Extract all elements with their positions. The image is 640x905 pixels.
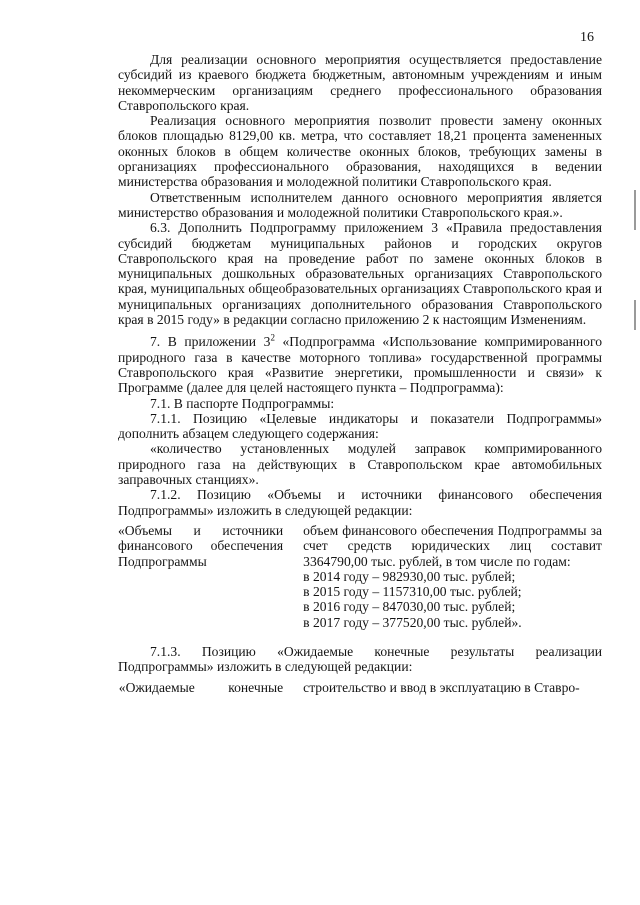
scan-edge-mark <box>634 190 636 230</box>
funding-year-2015: в 2015 году – 1157310,00 тыс. рублей; <box>303 584 522 600</box>
funding-total: объем финансового обеспечения Подпрограммы за счет средств юридических лиц составит 3364790,00 тыс. рублей, в том числе по годам: <box>303 522 602 569</box>
page-number: 16 <box>580 30 594 45</box>
funding-table <box>118 523 602 630</box>
results-table <box>118 680 602 695</box>
funding-year-2016: в 2016 году – 847030,00 тыс. рублей; <box>303 599 516 615</box>
results-table-label: «Ожидаемые конечные <box>118 679 284 695</box>
funding-table-content <box>295 523 602 630</box>
results-table-content: строительство и ввод в эксплуатацию в Ставро- <box>303 679 580 695</box>
paragraph: 7.1.1. Позицию «Целевые индикаторы и показатели Подпрограммы» дополнить абзацем следующего содержания: <box>118 410 602 442</box>
funding-table-label: «Объемы и источники финансового обеспечения Подпрограммы <box>118 522 284 569</box>
paragraph: Для реализации основного мероприятия осуществляется предоставление субсидий из краевого бюджета бюджетным, автономным учреждениям и иным некоммерческим организациям среднего профессионального образования Ставропольского края. <box>118 52 602 113</box>
paragraph <box>118 334 602 395</box>
paragraph: Ответственным исполнителем данного основного мероприятия является министерство образования и молодежной политики Ставропольского края.». <box>118 189 602 220</box>
scan-edge-mark <box>634 300 636 330</box>
paragraph: Реализация основного мероприятия позволит провести замену оконных блоков площадью 8129,00 кв. метра, что составляет 18,21 процента замененных оконных блоков в общем количестве оконных блоков, требующих замены в организациях профессионального образования, находящихся в ведении министерства образования и молодежной политики Ставропольского края. <box>118 113 602 190</box>
superscript: 2 <box>270 332 275 343</box>
document-body <box>118 52 602 695</box>
paragraph: 7.1.2. Позицию «Объемы и источники финансового обеспечения Подпрограммы» изложить в следующей редакции: <box>118 487 602 518</box>
paragraph-text: 7. В приложении 3 <box>150 334 271 350</box>
paragraph-text: «Подпрограмма «Использование компримированного природного газа в качестве моторного топлива» государственной программы Ставропольского края «Развитие энергетики, промышленности и связи» к Программе (далее для целей настоящего пункта – Подпрограмма): <box>118 334 602 396</box>
funding-year-2014: в 2014 году – 982930,00 тыс. рублей; <box>303 568 516 584</box>
funding-year-2017: в 2017 году – 377520,00 тыс. рублей». <box>303 614 522 630</box>
paragraph: 6.3. Дополнить Подпрограмму приложением 3 «Правила предоставления субсидий бюджетам муниципальных районов и городских округов Ставропольского края на проведение работ по замене оконных блоков в муниципальных дошкольных образовательных организациях Ставропольского края, муниципальных общеобразовательных организациях Ставропольского края и муниципальных организациях дополнительного образования Ставропольского края в 2015 году» в редакции согласно приложению 2 к настоящим Изменениям. <box>118 220 602 328</box>
paragraph: «количество установленных модулей заправок компримированного природного газа на действующих в Ставропольском крае автомобильных заправочных станциях». <box>118 441 602 488</box>
paragraph: 7.1.3. Позицию «Ожидаемые конечные результаты реализации Подпрограммы» изложить в следующей редакции: <box>118 643 602 675</box>
paragraph: 7.1. В паспорте Подпрограммы: <box>150 395 335 411</box>
